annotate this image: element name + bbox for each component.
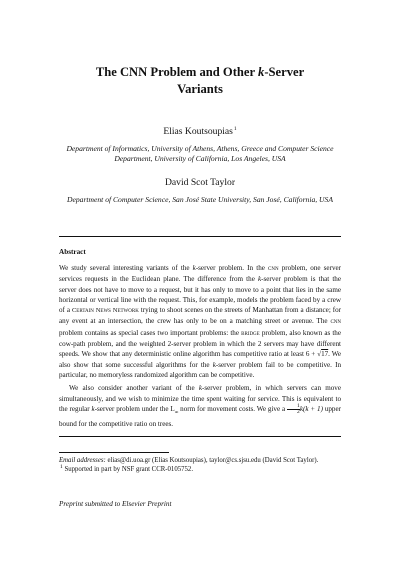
abstract-body — [59, 263, 341, 429]
paper-title — [40, 64, 360, 98]
footnote-1: $^1$ Supported in part by NSF grant CCR-0105752. — [60, 464, 194, 474]
title-line-1: The CNN Problem and Other — [95, 65, 259, 79]
affiliation-2: Department of Computer Science, San José State University, San José, California, USA — [67, 195, 333, 204]
abstract-heading: Abstract — [59, 248, 86, 256]
author-1-name: Elias Koutsoupias — [163, 126, 233, 137]
title-line-2: Variants — [177, 82, 223, 96]
author-1-footnote-mark: 1 — [233, 125, 237, 132]
title-line-1-end: -Server — [264, 65, 305, 79]
title-k: k — [258, 65, 265, 79]
abstract-top-rule — [59, 236, 341, 237]
footnotes — [59, 456, 341, 475]
abstract-paragraph-1: We study several interesting variants of the k-server problem. In the cnn problem, one server services requests in the Euclidean plane. The difference from the k-server problem is that the server does not have to move to a request, but it has only to move to a point that lies in the same horizontal or vertical line with the request. This, for example, models the problem faced by a crew of a Certain News Network trying to shoot scenes on the streets of Manhattan from a distance; for any event at an intersection, the crew has only to be on a matching street or avenue. The cnn problem contains as special cases two important problems: the bridge problem, also known as the cow-path problem, and the weighted 2-server problem in which the 2 servers may have different speeds. We show that any deterministic online algorithm has competitive ratio at least 6 + √17. We also show that some successful algorithms for the k-server problem fail to be competitive. In particular, no memoryless randomized algorithm can be competitive. — [59, 264, 342, 379]
abstract-paragraph-2: We also consider another variant of the k-server problem, in which servers can move simultaneously, and we wish to minimize the time spent waiting for service. This is equivalent to the regular k-server problem under the $L_\infty$ norm for movement costs. We give a $\frac{1}{2}$ k(k + 1) upper bound for the competitive ratio on trees. — [59, 384, 341, 428]
abstract-bottom-rule — [59, 436, 341, 437]
author-1 — [30, 126, 370, 137]
affiliation-1: Department of Informatics, University of Athens, Athens, Greece and Computer Science Department, University of California, Los Angeles, USA — [66, 144, 334, 163]
author-2: David Scot Taylor — [164, 177, 236, 188]
footnote-email: Email addresses: elias@di.uoa.gr (Elias Koutsoupias), taylor@cs.sjsu.edu (David Scot Taylor). — [59, 457, 319, 464]
preprint-note: Preprint submitted to Elsevier Preprint — [59, 500, 172, 508]
footnote-rule — [59, 452, 169, 453]
